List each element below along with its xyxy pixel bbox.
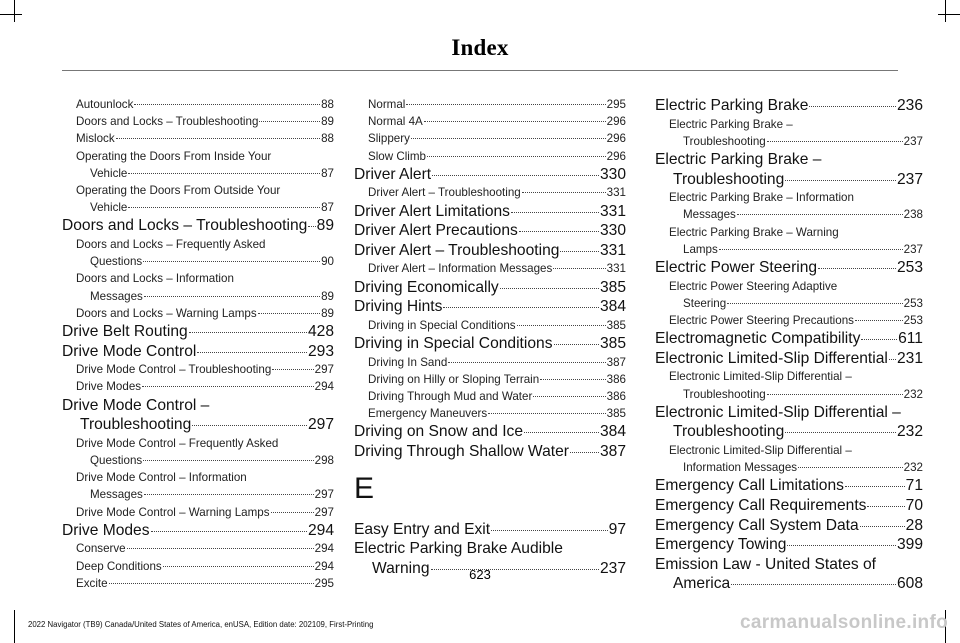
dot-leader (787, 545, 896, 546)
crop-mark (14, 0, 15, 22)
index-entry-main[interactable] (62, 415, 334, 435)
index-entry-label: Steering (683, 296, 727, 310)
index-entry-sub[interactable] (655, 206, 923, 223)
index-entry-page: 237 (896, 170, 923, 188)
index-entry-label: Questions (90, 454, 143, 468)
dot-leader (144, 296, 320, 297)
dot-leader (845, 486, 905, 487)
index-entry-page: 87 (321, 201, 334, 215)
index-entry-page: 89 (321, 306, 334, 320)
index-entry-label: Slow Climb (368, 149, 426, 163)
index-entry-sub[interactable] (655, 312, 923, 329)
dot-leader (533, 396, 605, 397)
dot-leader (427, 156, 606, 157)
index-entry-sub-label: Electronic Limited-Slip Differential – (669, 370, 852, 384)
dot-leader (491, 530, 608, 531)
index-entry-label: Troubleshooting (80, 416, 192, 434)
index-entry-sub-label: Doors and Locks – Frequently Asked (76, 238, 266, 252)
dot-leader (737, 214, 903, 215)
dot-leader (142, 386, 314, 387)
index-entry-label: Doors and Locks – Troubleshooting (76, 115, 259, 129)
index-entry-label: Electric Power Steering (655, 259, 818, 276)
index-entry-sub[interactable] (62, 253, 334, 270)
index-entry-main[interactable] (354, 422, 626, 442)
index-entry-label: Troubleshooting (683, 134, 766, 148)
index-entry-label: Excite (76, 576, 108, 590)
index-entry-page: 87 (321, 166, 334, 180)
index-entry-sub[interactable] (62, 452, 334, 469)
dot-leader (731, 584, 896, 585)
dot-leader (127, 548, 314, 549)
index-entry-sub[interactable] (62, 504, 334, 521)
index-entry-sub[interactable] (655, 386, 923, 403)
index-entry-label: Slippery (368, 132, 410, 146)
index-entry-page: 386 (606, 389, 626, 403)
index-entry-sub-label: Drive Mode Control – Frequently Asked (76, 436, 279, 450)
index-entry-label: Emergency Call Limitations (655, 477, 844, 495)
index-entry-main[interactable] (655, 422, 923, 442)
index-entry-page: 296 (606, 149, 626, 163)
index-entry-main[interactable] (655, 170, 923, 190)
index-entry-label: Electric Parking Brake (655, 97, 809, 114)
index-entry-page: 231 (896, 349, 923, 367)
index-column-1 (62, 96, 334, 592)
dot-leader (860, 526, 905, 527)
index-entry-label: Drive Modes (62, 521, 150, 539)
index-section-letter: E (354, 471, 375, 505)
index-entry-page: 90 (321, 255, 334, 269)
index-entry-label: Emergency Maneuvers (368, 407, 488, 421)
dot-leader (411, 138, 606, 139)
dot-leader (511, 212, 599, 213)
index-entry-label: Vehicle (90, 166, 128, 180)
index-entry-main[interactable] (354, 334, 626, 354)
page-title: Index (451, 35, 509, 60)
index-entry-sub[interactable] (354, 113, 626, 130)
index-entry-page: 384 (599, 423, 626, 441)
index-entry-page: 294 (314, 542, 334, 556)
index-entry-page: 297 (314, 488, 334, 502)
index-entry-label: Driving Economically (354, 278, 499, 296)
index-entry-label: Information Messages (683, 461, 798, 475)
index-entry-page: 236 (896, 97, 923, 114)
index-entry-main[interactable] (655, 496, 923, 516)
dot-leader (809, 106, 896, 107)
dot-leader (570, 452, 599, 453)
index-entry-label: Driving on Hilly or Sloping Terrain (368, 372, 540, 386)
index-entry-label: Emergency Towing (655, 536, 787, 554)
index-entry-page: 611 (898, 330, 923, 348)
index-entry-label: Questions (90, 255, 143, 269)
index-entry-sub[interactable] (62, 165, 334, 182)
index-entry-page: 387 (606, 355, 626, 369)
dot-leader (143, 261, 320, 262)
dot-leader (116, 138, 320, 139)
dot-leader (272, 369, 313, 370)
index-entry-sub[interactable] (62, 130, 334, 147)
dot-leader (128, 207, 320, 208)
index-entry-label: Lamps (683, 242, 718, 256)
index-entry-label: Electronic Limited-Slip Differential (655, 349, 888, 367)
index-entry-page: 28 (905, 516, 923, 534)
dot-leader (719, 249, 903, 250)
dot-leader (517, 325, 606, 326)
index-entry-page: 232 (896, 423, 923, 441)
index-entry-label: Driver Alert – Information Messages (368, 262, 553, 276)
index-entry-label: Driver Alert Limitations (354, 202, 510, 220)
index-entry-label: Drive Mode Control (62, 342, 197, 360)
dot-leader (258, 313, 320, 314)
edition-footer: 2022 Navigator (TB9) Canada/United States of America, enUSA, Edition date: 202109, First-Printing (28, 620, 374, 629)
index-entry-main[interactable] (655, 329, 923, 349)
crop-mark (14, 610, 15, 643)
index-entry-label: Drive Mode Control – Warning Lamps (76, 505, 270, 519)
index-entry-label: Normal 4A (368, 115, 423, 129)
dot-leader (109, 583, 314, 584)
header-rule (62, 70, 898, 71)
index-entry-page: 89 (321, 115, 334, 129)
index-entry-label: Electric Power Steering Precautions (669, 314, 854, 327)
index-entry-label: Easy Entry and Exit (354, 520, 491, 538)
index-entry-label: Normal (368, 98, 406, 111)
index-entry-label: Driving Through Shallow Water (354, 442, 569, 460)
index-entry-main[interactable] (655, 258, 923, 278)
index-entry-page: 237 (903, 134, 923, 148)
index-entry-sub-label: Drive Mode Control – Information (76, 471, 247, 485)
dot-leader (867, 506, 904, 507)
index-entry-page: 385 (606, 407, 626, 421)
index-entry-sub[interactable] (62, 113, 334, 130)
index-entry-main[interactable] (655, 516, 923, 536)
index-entry-sub-label: Electronic Limited-Slip Differential – (669, 443, 852, 457)
index-entry-main[interactable] (354, 221, 626, 241)
index-entry-page: 97 (608, 520, 626, 538)
dot-leader (134, 104, 320, 105)
index-entry-page: 297 (307, 416, 334, 434)
dot-leader (448, 362, 605, 363)
index-entry-page: 297 (314, 505, 334, 519)
dot-leader (271, 512, 314, 513)
index-entry-page: 294 (314, 559, 334, 573)
index-entry-sub[interactable] (354, 354, 626, 371)
index-entry-label: Messages (90, 289, 143, 303)
dot-leader (189, 332, 307, 333)
dot-leader (500, 288, 599, 289)
index-entry-label: Troubleshooting (673, 170, 785, 188)
index-entry-main[interactable] (62, 342, 334, 362)
index-entry-main-label: Emission Law - United States of (655, 555, 877, 573)
index-entry-page: 387 (599, 442, 626, 460)
index-entry-sub[interactable] (62, 96, 334, 113)
index-entry-page: 385 (606, 318, 626, 332)
index-entry-main[interactable] (655, 96, 923, 116)
index-entry-label: Vehicle (90, 201, 128, 215)
index-entry-sub[interactable] (354, 96, 626, 113)
index-entry-page: 232 (903, 461, 923, 475)
dot-leader (540, 379, 605, 380)
index-entry-sub[interactable] (62, 540, 334, 557)
index-entry-label: Driving on Snow and Ice (354, 423, 524, 441)
index-entry-page: 331 (599, 241, 626, 259)
index-entry-sub-label: Operating the Doors From Outside Your (76, 184, 281, 198)
index-entry-label: Driver Alert (354, 165, 432, 183)
dot-leader (443, 307, 599, 308)
index-entry-page: 608 (896, 575, 923, 593)
index-entry-page: 237 (599, 559, 626, 577)
dot-leader (560, 251, 599, 252)
index-entry-label: Driving In Sand (368, 355, 448, 369)
index-entry-main[interactable] (354, 202, 626, 222)
index-entry-page: 88 (321, 132, 334, 146)
index-entry-main[interactable] (655, 476, 923, 496)
index-entry-label: Driving Through Mud and Water (368, 389, 533, 403)
dot-leader (554, 344, 599, 345)
index-entry-page: 385 (599, 334, 626, 352)
index-entry-main[interactable] (62, 521, 334, 541)
dot-leader (259, 121, 320, 122)
dot-leader (798, 467, 903, 468)
dot-leader (488, 413, 605, 414)
index-entry-page: 298 (314, 454, 334, 468)
dot-leader (524, 432, 599, 433)
index-entry-label: Driver Alert – Troubleshooting (368, 186, 521, 200)
index-entry-page: 71 (905, 477, 923, 495)
index-entry-page: 384 (599, 298, 626, 316)
index-entry-sub[interactable] (62, 199, 334, 216)
index-entry-sub-label: Electric Parking Brake – (669, 117, 793, 131)
index-entry-label: Troubleshooting (673, 423, 785, 441)
index-entry-label: Doors and Locks – Warning Lamps (76, 306, 257, 320)
dot-leader (818, 268, 896, 269)
index-entry-page: 232 (903, 387, 923, 401)
index-entry-sub[interactable] (655, 241, 923, 258)
dot-leader (727, 303, 902, 304)
index-entry-page: 386 (606, 372, 626, 386)
index-entry-page: 331 (599, 202, 626, 220)
index-entry-sub[interactable] (62, 361, 334, 378)
index-entry-page: 399 (896, 536, 923, 554)
index-entry-label: Driving Hints (354, 298, 443, 316)
index-entry-label: Autounlock (76, 98, 134, 111)
index-entry-page: 296 (606, 115, 626, 129)
index-entry-page: 294 (314, 380, 334, 394)
index-entry-main[interactable] (655, 349, 923, 369)
dot-leader (889, 359, 896, 360)
dot-leader (855, 320, 903, 321)
index-entry-main-label: Drive Mode Control – (62, 396, 210, 414)
crop-mark (945, 0, 946, 22)
index-entry-sub[interactable] (62, 288, 334, 305)
index-entry-label: Conserve (76, 542, 126, 556)
dot-leader (406, 104, 605, 105)
dot-leader (151, 531, 307, 532)
index-entry-label: Drive Modes (76, 380, 142, 394)
dot-leader (767, 394, 903, 395)
index-entry-page: 296 (606, 132, 626, 146)
dot-leader (522, 192, 606, 193)
index-entry-sub[interactable] (354, 371, 626, 388)
index-column-2 (354, 96, 626, 578)
index-entry-page: 253 (903, 314, 923, 327)
index-entry-main[interactable] (354, 241, 626, 261)
index-entry-sub[interactable] (62, 305, 334, 322)
dot-leader (432, 175, 599, 176)
index-entry-label: Drive Mode Control – Troubleshooting (76, 363, 272, 377)
index-entry-page: 293 (307, 342, 334, 360)
watermark-text: carmanualsonline.info (740, 612, 948, 633)
index-entry-sub-label: Operating the Doors From Inside Your (76, 149, 272, 163)
index-entry-page: 295 (606, 98, 626, 111)
dot-leader (144, 494, 314, 495)
index-entry-main-label: Electric Parking Brake Audible (354, 540, 563, 558)
index-entry-page: 297 (314, 363, 334, 377)
index-entry-label: Deep Conditions (76, 559, 162, 573)
index-entry-label: Driving in Special Conditions (354, 334, 553, 352)
dot-leader (424, 121, 606, 122)
dot-leader (192, 425, 307, 426)
index-entry-sub[interactable] (62, 378, 334, 395)
index-entry-label: Emergency Call Requirements (655, 496, 867, 514)
index-entry-main[interactable] (354, 165, 626, 185)
dot-leader (519, 231, 599, 232)
page-number: 623 (469, 567, 491, 582)
dot-leader (767, 141, 903, 142)
dot-leader (861, 339, 897, 340)
index-entry-main-label: Electronic Limited-Slip Differential – (655, 403, 901, 421)
index-entry-sub[interactable] (354, 260, 626, 277)
dot-leader (553, 268, 605, 269)
index-entry-sub-label: Electric Parking Brake – Information (669, 191, 854, 205)
index-entry-label: Driving in Special Conditions (368, 318, 516, 332)
index-entry-page: 237 (903, 242, 923, 256)
index-entry-sub[interactable] (354, 317, 626, 334)
index-entry-sub[interactable] (354, 388, 626, 405)
dot-leader (197, 352, 307, 353)
index-entry-label: Electromagnetic Compatibility (655, 330, 861, 348)
index-entry-page: 88 (321, 98, 334, 111)
index-entry-label: Messages (683, 208, 736, 222)
dot-leader (308, 226, 315, 227)
index-entry-label: Driver Alert Precautions (354, 222, 518, 240)
index-entry-main[interactable] (354, 297, 626, 317)
dot-leader (143, 460, 313, 461)
index-entry-label: Mislock (76, 132, 115, 146)
index-entry-sub[interactable] (655, 295, 923, 312)
index-entry-label: America (673, 575, 731, 593)
index-entry-page: 70 (905, 496, 923, 514)
index-entry-page: 89 (316, 217, 334, 235)
index-entry-page: 238 (903, 208, 923, 222)
index-column-3 (655, 96, 923, 594)
index-entry-page: 253 (903, 296, 923, 310)
index-entry-sub[interactable] (655, 133, 923, 150)
crop-mark (0, 14, 22, 15)
index-entry-sub-label: Doors and Locks – Information (76, 272, 234, 286)
index-entry-label: Messages (90, 488, 143, 502)
index-entry-page: 330 (599, 222, 626, 240)
index-entry-label: Warning (372, 559, 430, 577)
index-entry-label: Troubleshooting (683, 387, 766, 401)
index-entry-main[interactable] (62, 322, 334, 342)
dot-leader (785, 180, 896, 181)
index-entry-page: 331 (606, 262, 626, 276)
index-entry-page: 294 (307, 521, 334, 539)
index-entry-sub[interactable] (62, 486, 334, 503)
index-entry-page: 89 (321, 289, 334, 303)
index-entry-sub[interactable] (354, 184, 626, 201)
crop-mark (938, 14, 960, 15)
index-entry-main[interactable] (354, 442, 626, 462)
index-entry-main[interactable] (354, 520, 626, 540)
index-entry-page: 331 (606, 186, 626, 200)
index-entry-label: Doors and Locks – Troubleshooting (62, 217, 308, 235)
index-entry-main[interactable] (655, 535, 923, 555)
index-entry-sub[interactable] (655, 459, 923, 476)
index-entry-sub-label: Electric Parking Brake – Warning (669, 225, 839, 239)
index-entry-page: 385 (599, 278, 626, 296)
index-entry-label: Drive Belt Routing (62, 323, 188, 341)
index-entry-main-label: Electric Parking Brake – (655, 151, 822, 168)
index-entry-page: 330 (599, 165, 626, 183)
index-entry-main[interactable] (62, 216, 334, 236)
index-entry-page: 295 (314, 576, 334, 590)
index-entry-sub[interactable] (354, 405, 626, 422)
index-entry-label: Driver Alert – Troubleshooting (354, 241, 560, 259)
index-entry-sub[interactable] (354, 130, 626, 147)
index-entry-page: 253 (896, 259, 923, 276)
dot-leader (785, 432, 896, 433)
index-entry-label: Emergency Call System Data (655, 516, 859, 534)
index-entry-sub[interactable] (354, 148, 626, 165)
index-entry-page: 428 (307, 323, 334, 341)
index-entry-sub-label: Electric Power Steering Adaptive (669, 279, 838, 293)
index-entry-main[interactable] (354, 278, 626, 298)
dot-leader (128, 173, 320, 174)
